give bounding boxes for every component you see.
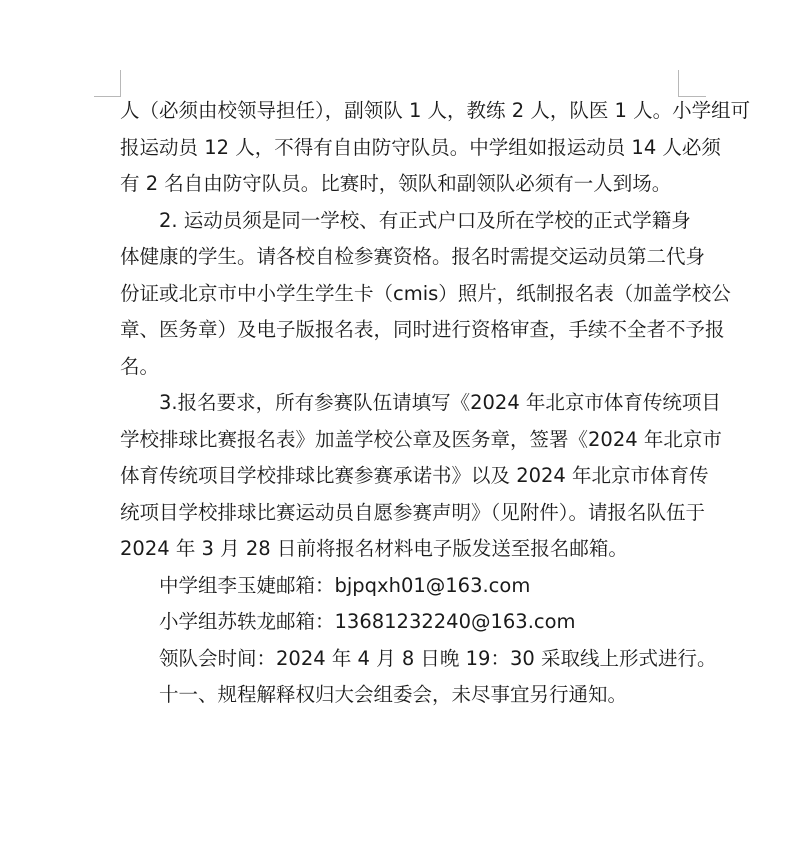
text-line: 小学组苏轶龙邮箱：13681232240@163.com (159, 610, 576, 633)
text-line: 中学组李玉婕邮箱：bjpqxh01@163.com (159, 573, 531, 597)
text-line: 体育传统项目学校排球比赛参赛承诺书》以及 2024 年北京市体育传 (120, 464, 709, 487)
crop-mark-top-left (94, 96, 121, 97)
text-line: 2. 运动员须是同一学校、有正式户口及所在学校的正式学籍身 (159, 208, 691, 232)
text-line: 体健康的学生。请各校自检参赛资格。报名时需提交运动员第二代身 (120, 245, 706, 268)
text-line: 名。 (120, 354, 160, 378)
text-line: 报运动员 12 人，不得有自由防守队员。中学组如报运动员 14 人必须 (120, 135, 721, 159)
text-line: 人（必须由校领导担任），副领队 1 人，教练 2 人，队医 1 人。小学组可 (120, 99, 751, 122)
text-line: 份证或北京市中小学生学生卡（cmis）照片，纸制报名表（加盖学校公 (120, 281, 731, 305)
text-line: 有 2 名自由防守队员。比赛时，领队和副领队必须有一人到场。 (120, 172, 672, 195)
text-line: 统项目学校排球比赛运动员自愿参赛声明》（见附件）。请报名队伍于 (120, 500, 706, 524)
document-body (120, 93, 751, 714)
text-line: 3.报名要求，所有参赛队伍请填写《2024 年北京市体育传统项目 (159, 391, 721, 414)
text-line: 十一、规程解释权归大会组委会，未尽事宜另行通知。 (159, 683, 628, 706)
text-line: 学校排球比赛报名表》加盖学校公章及医务章，签署《2024 年北京市 (120, 427, 722, 451)
text-line: 领队会时间：2024 年 4 月 8 日晚 19：30 采取线上形式进行。 (159, 646, 717, 670)
text-line: 章、医务章）及电子版报名表，同时进行资格审查，手续不全者不予报 (120, 318, 725, 341)
text-line: 2024 年 3 月 28 日前将报名材料电子版发送至报名邮箱。 (120, 537, 628, 560)
